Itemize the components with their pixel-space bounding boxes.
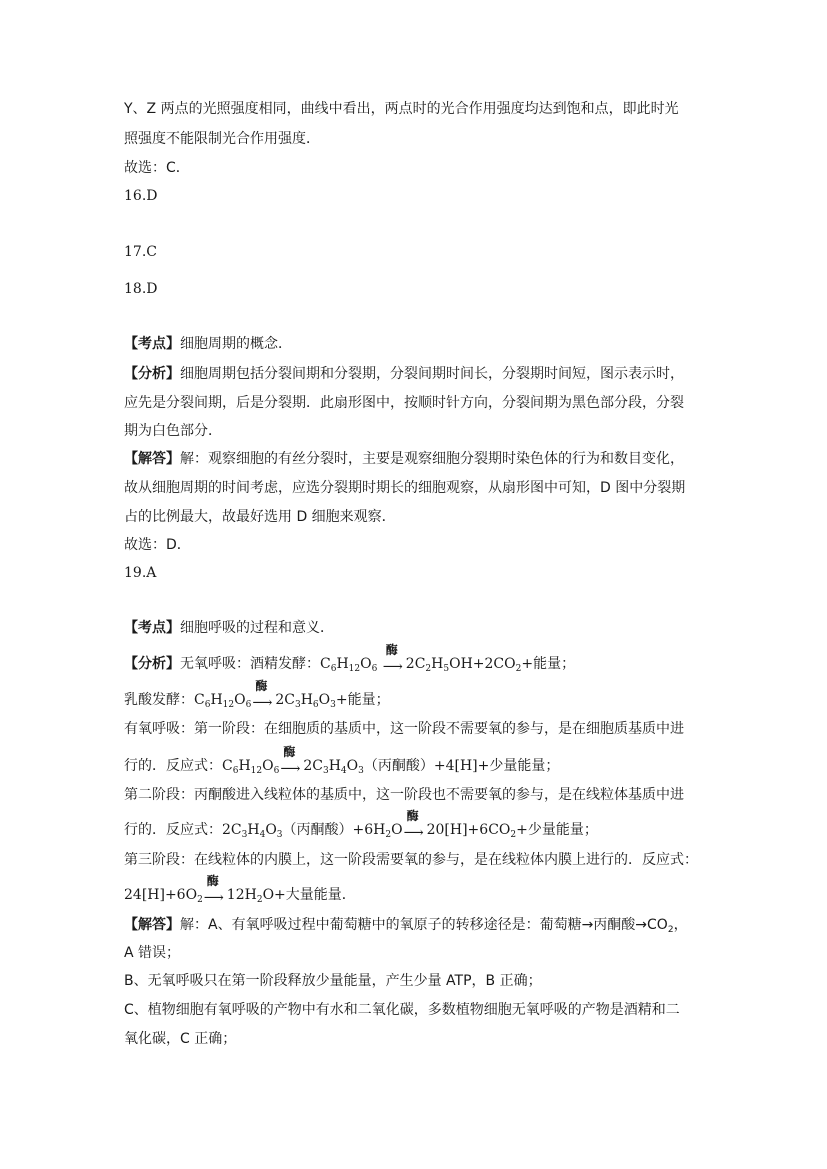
- jieda-18: [124, 449, 684, 469]
- text-line: 第二阶段：丙酮酸进入线粒体的基质中，这一阶段也不需要氧的参与，是在线粒体基质中进: [124, 787, 684, 803]
- text-line: 应先是分裂间期，后是分裂期．此扇形图中，按顺时针方向，分裂间期为黑色部分段，分裂: [124, 395, 684, 411]
- equation-stage1: 行的．反应式：$C_6H_{12}O_6$ 酶 ⟶ $2C_3H_4O_3$（丙酮酸）+4[H]+少量能量；: [124, 745, 560, 777]
- answer-17: 17.C: [124, 244, 157, 260]
- tag-fenxi: 【分析】: [124, 366, 180, 382]
- text-line: 第三阶段：在线粒体的内膜上，这一阶段需要氧的参与，是在线粒体内膜上进行的．反应式：: [124, 852, 698, 868]
- kaodian-text: 细胞周期的概念．: [180, 336, 292, 352]
- answer-18: 18.D: [124, 281, 158, 297]
- tag-fenxi: 【分析】: [124, 656, 180, 672]
- kaodian-text: 细胞呼吸的过程和意义．: [180, 620, 334, 636]
- enzyme-arrow: 酶 ⟶: [403, 809, 424, 841]
- fenxi-18: [124, 364, 684, 384]
- kaodian-18: [124, 334, 292, 354]
- equation-lactic: 乳酸发酵：$C_6H_{12}O_6$ 酶 ⟶ $2C_3H_6O_3+$能量；: [124, 679, 390, 711]
- tag-jieda: 【解答】: [124, 451, 180, 467]
- enzyme-arrow: 酶 ⟶: [252, 679, 273, 711]
- tag-kaodian: 【考点】: [124, 336, 180, 352]
- text-line: B、无氧呼吸只在第一阶段释放少量能量，产生少量 ATP，B 正确；: [124, 973, 542, 989]
- enzyme-arrow: 酶 ⟶: [280, 745, 301, 777]
- tag-jieda: 【解答】: [124, 917, 180, 933]
- text-line: Y、Z 两点的光照强度相同，曲线中看出，两点时的光合作用强度均达到饱和点，即此时光: [124, 101, 679, 117]
- answer-16: 16.D: [124, 188, 158, 204]
- jieda-19: 【解答】解：A、有氧呼吸过程中葡萄糖中的氧原子的转移途径是：葡萄糖→丙酮酸$\to CO_2$，: [124, 917, 688, 935]
- text-line: C、植物细胞有氧呼吸的产物中有水和二氧化碳，多数植物细胞无氧呼吸的产物是酒精和二: [124, 1002, 680, 1018]
- text-line: A 错误；: [124, 945, 181, 961]
- text-line: 照强度不能限制光合作用强度．: [124, 131, 320, 147]
- text-line: 氧化碳，C 正确；: [124, 1031, 237, 1047]
- equation-ethanol: 【分析】无氧呼吸：酒精发酵：$C_6H_{12}O_6$ 酶 ⟶ $2C_2H_5OH+2CO_2+$能量；: [124, 643, 576, 675]
- kaodian-19: [124, 618, 334, 638]
- equation-stage2: 行的．反应式：$2C_3H_4O_3$（丙酮酸）$+6H_2O$ 酶 ⟶ $20[H]+6CO_2+$少量能量；: [124, 809, 598, 841]
- equation-stage3: $24[H]+6O_2$ 酶 ⟶ $12H_2O+$大量能量．: [124, 874, 356, 906]
- enzyme-arrow: 酶 ⟶: [203, 874, 224, 906]
- fenxi-text: 细胞周期包括分裂间期和分裂期，分裂间期时间长，分裂期时间短，图示表示时，: [180, 366, 684, 382]
- enzyme-arrow: 酶 ⟶: [382, 643, 403, 675]
- text-line: 故选：D．: [124, 537, 191, 553]
- jieda-text: 解：观察细胞的有丝分裂时，主要是观察细胞分裂期时染色体的行为和数目变化，: [180, 451, 684, 467]
- text-line: 期为白色部分．: [124, 423, 222, 439]
- text-line: 故选：C．: [124, 160, 190, 176]
- text-line: 有氧呼吸：第一阶段：在细胞质的基质中，这一阶段不需要氧的参与，是在细胞质基质中进: [124, 721, 684, 737]
- text-line: 占的比例最大，故最好选用 D 细胞来观察．: [124, 509, 396, 525]
- tag-kaodian: 【考点】: [124, 620, 180, 636]
- answer-19: 19.A: [124, 565, 157, 581]
- text-line: 故从细胞周期的时间考虑，应选分裂期时期长的细胞观察，从扇形图中可知，D 图中分裂期: [124, 480, 686, 496]
